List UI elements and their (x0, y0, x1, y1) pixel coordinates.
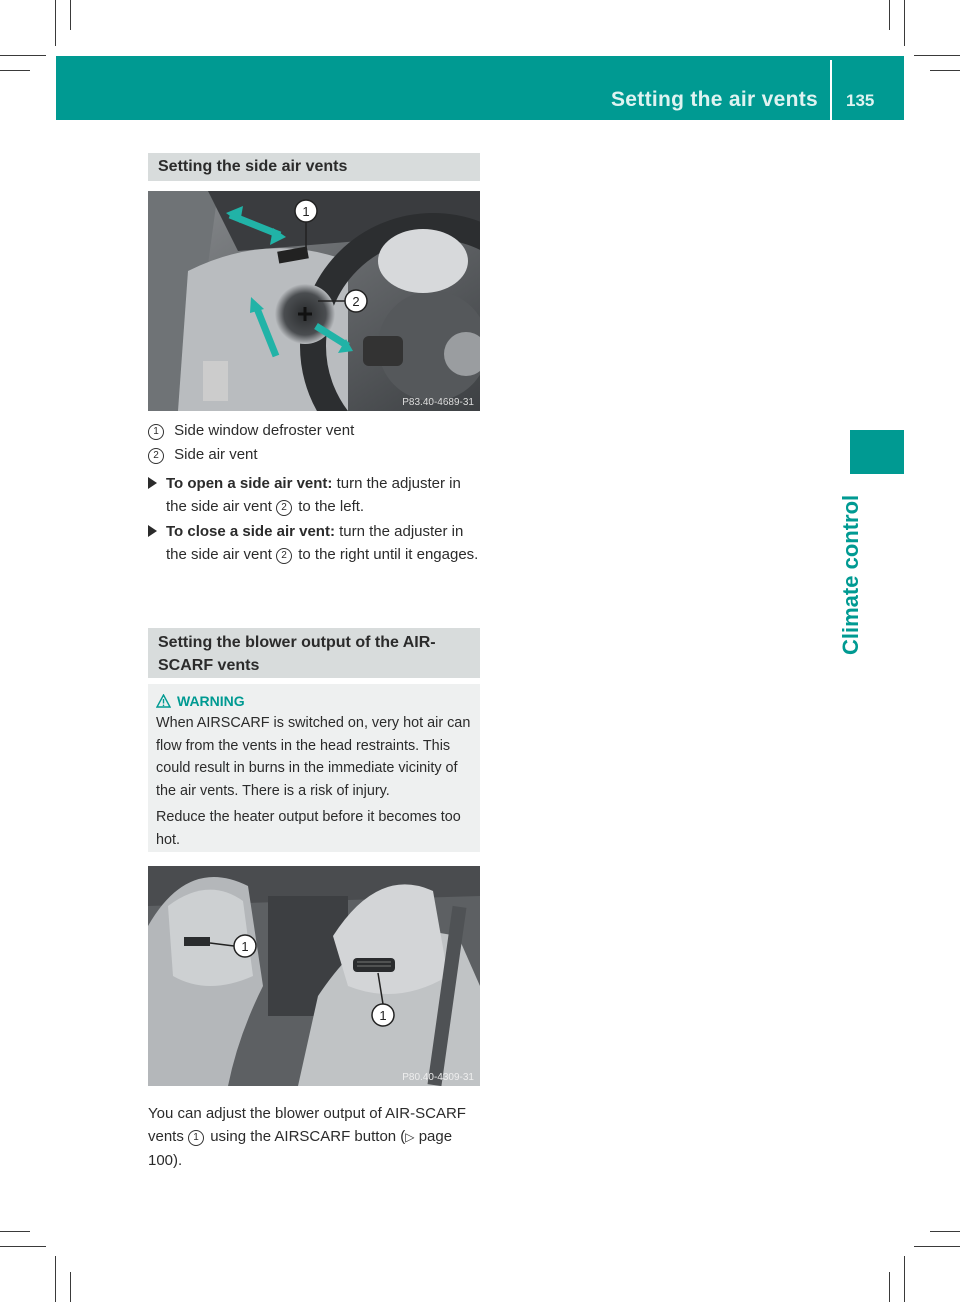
warning-text: When AIRSCARF is switched on, very hot air can flow from the vents in the head restraints. This could result in burns in the immediate vicinity of the air vents. There is a risk of injury. (156, 715, 471, 799)
crop-mark (904, 0, 905, 46)
step-text: turn the adjuster in the side air vent (166, 523, 464, 563)
warning-box (148, 684, 480, 852)
callout-number: 1 (188, 1130, 204, 1146)
svg-text:1: 1 (379, 1008, 387, 1023)
body-paragraph (148, 1102, 483, 1172)
page-reference-link[interactable]: page 100). (148, 1128, 453, 1169)
legend-item (148, 443, 354, 467)
legend-text: Side air vent (174, 446, 258, 463)
crop-mark (914, 55, 960, 56)
callout-number: 1 (148, 424, 164, 440)
instruction-list (148, 472, 483, 568)
crop-mark (914, 1246, 960, 1247)
svg-text:1: 1 (302, 204, 310, 219)
section-heading-line: SCARF vents (158, 657, 260, 674)
crop-mark (0, 70, 30, 71)
legend-text: Side window defroster vent (174, 422, 355, 439)
body-text-mid: using the AIRSCARF button ( (206, 1128, 406, 1145)
svg-text:2: 2 (352, 294, 360, 309)
header-separator (830, 60, 832, 120)
section-heading (148, 628, 480, 678)
section-heading-line: Setting the blower output of the AIR- (158, 634, 436, 651)
section-heading-text: Setting the side air vents (158, 158, 348, 175)
body-text: You can adjust the blower output of AIR-SCARF vents (148, 1105, 466, 1145)
instruction-step (148, 472, 483, 518)
instruction-step (148, 520, 483, 566)
page-number: 135 (846, 91, 875, 110)
chapter-label: Climate control (838, 494, 863, 655)
crop-mark (0, 1246, 46, 1247)
callout-number: 2 (276, 548, 292, 564)
crop-mark (0, 55, 46, 56)
warning-triangle-icon (156, 694, 171, 708)
step-title: To open a side air vent: (166, 475, 333, 492)
callout-number: 2 (148, 448, 164, 464)
step-title: To close a side air vent: (166, 523, 335, 540)
callout-number: 2 (276, 500, 292, 516)
header-title: Setting the air vents (610, 88, 818, 111)
page-ref-arrow-icon: ▷ (405, 1130, 415, 1144)
crop-mark (889, 0, 890, 30)
crop-mark (904, 1256, 905, 1302)
legend-item (148, 419, 354, 443)
step-arrow-icon (148, 525, 157, 537)
svg-text:1: 1 (241, 939, 249, 954)
step-text-end: to the right until it engages. (294, 546, 479, 563)
warning-title (156, 690, 472, 712)
crop-mark (55, 0, 56, 46)
section-heading (148, 153, 480, 181)
figure-legend (148, 419, 354, 467)
warning-text: Reduce the heater output before it becomes too hot. (156, 809, 461, 848)
step-arrow-icon (148, 477, 157, 489)
warning-title-text: WARNING (177, 693, 245, 709)
figure-dashboard-vents (148, 191, 480, 411)
figure-code: P80.40-4309-31 (402, 1072, 474, 1083)
figure-code: P83.40-4689-31 (402, 397, 474, 408)
step-text-end: to the left. (294, 498, 365, 515)
crop-mark (930, 70, 960, 71)
step-text: turn the adjuster in the side air vent (166, 475, 461, 515)
figure-airscarf-seats (148, 866, 480, 1086)
crop-mark (0, 1231, 30, 1232)
crop-mark (70, 0, 71, 30)
crop-mark (889, 1272, 890, 1302)
crop-mark (70, 1272, 71, 1302)
crop-mark (930, 1231, 960, 1232)
crop-mark (55, 1256, 56, 1302)
